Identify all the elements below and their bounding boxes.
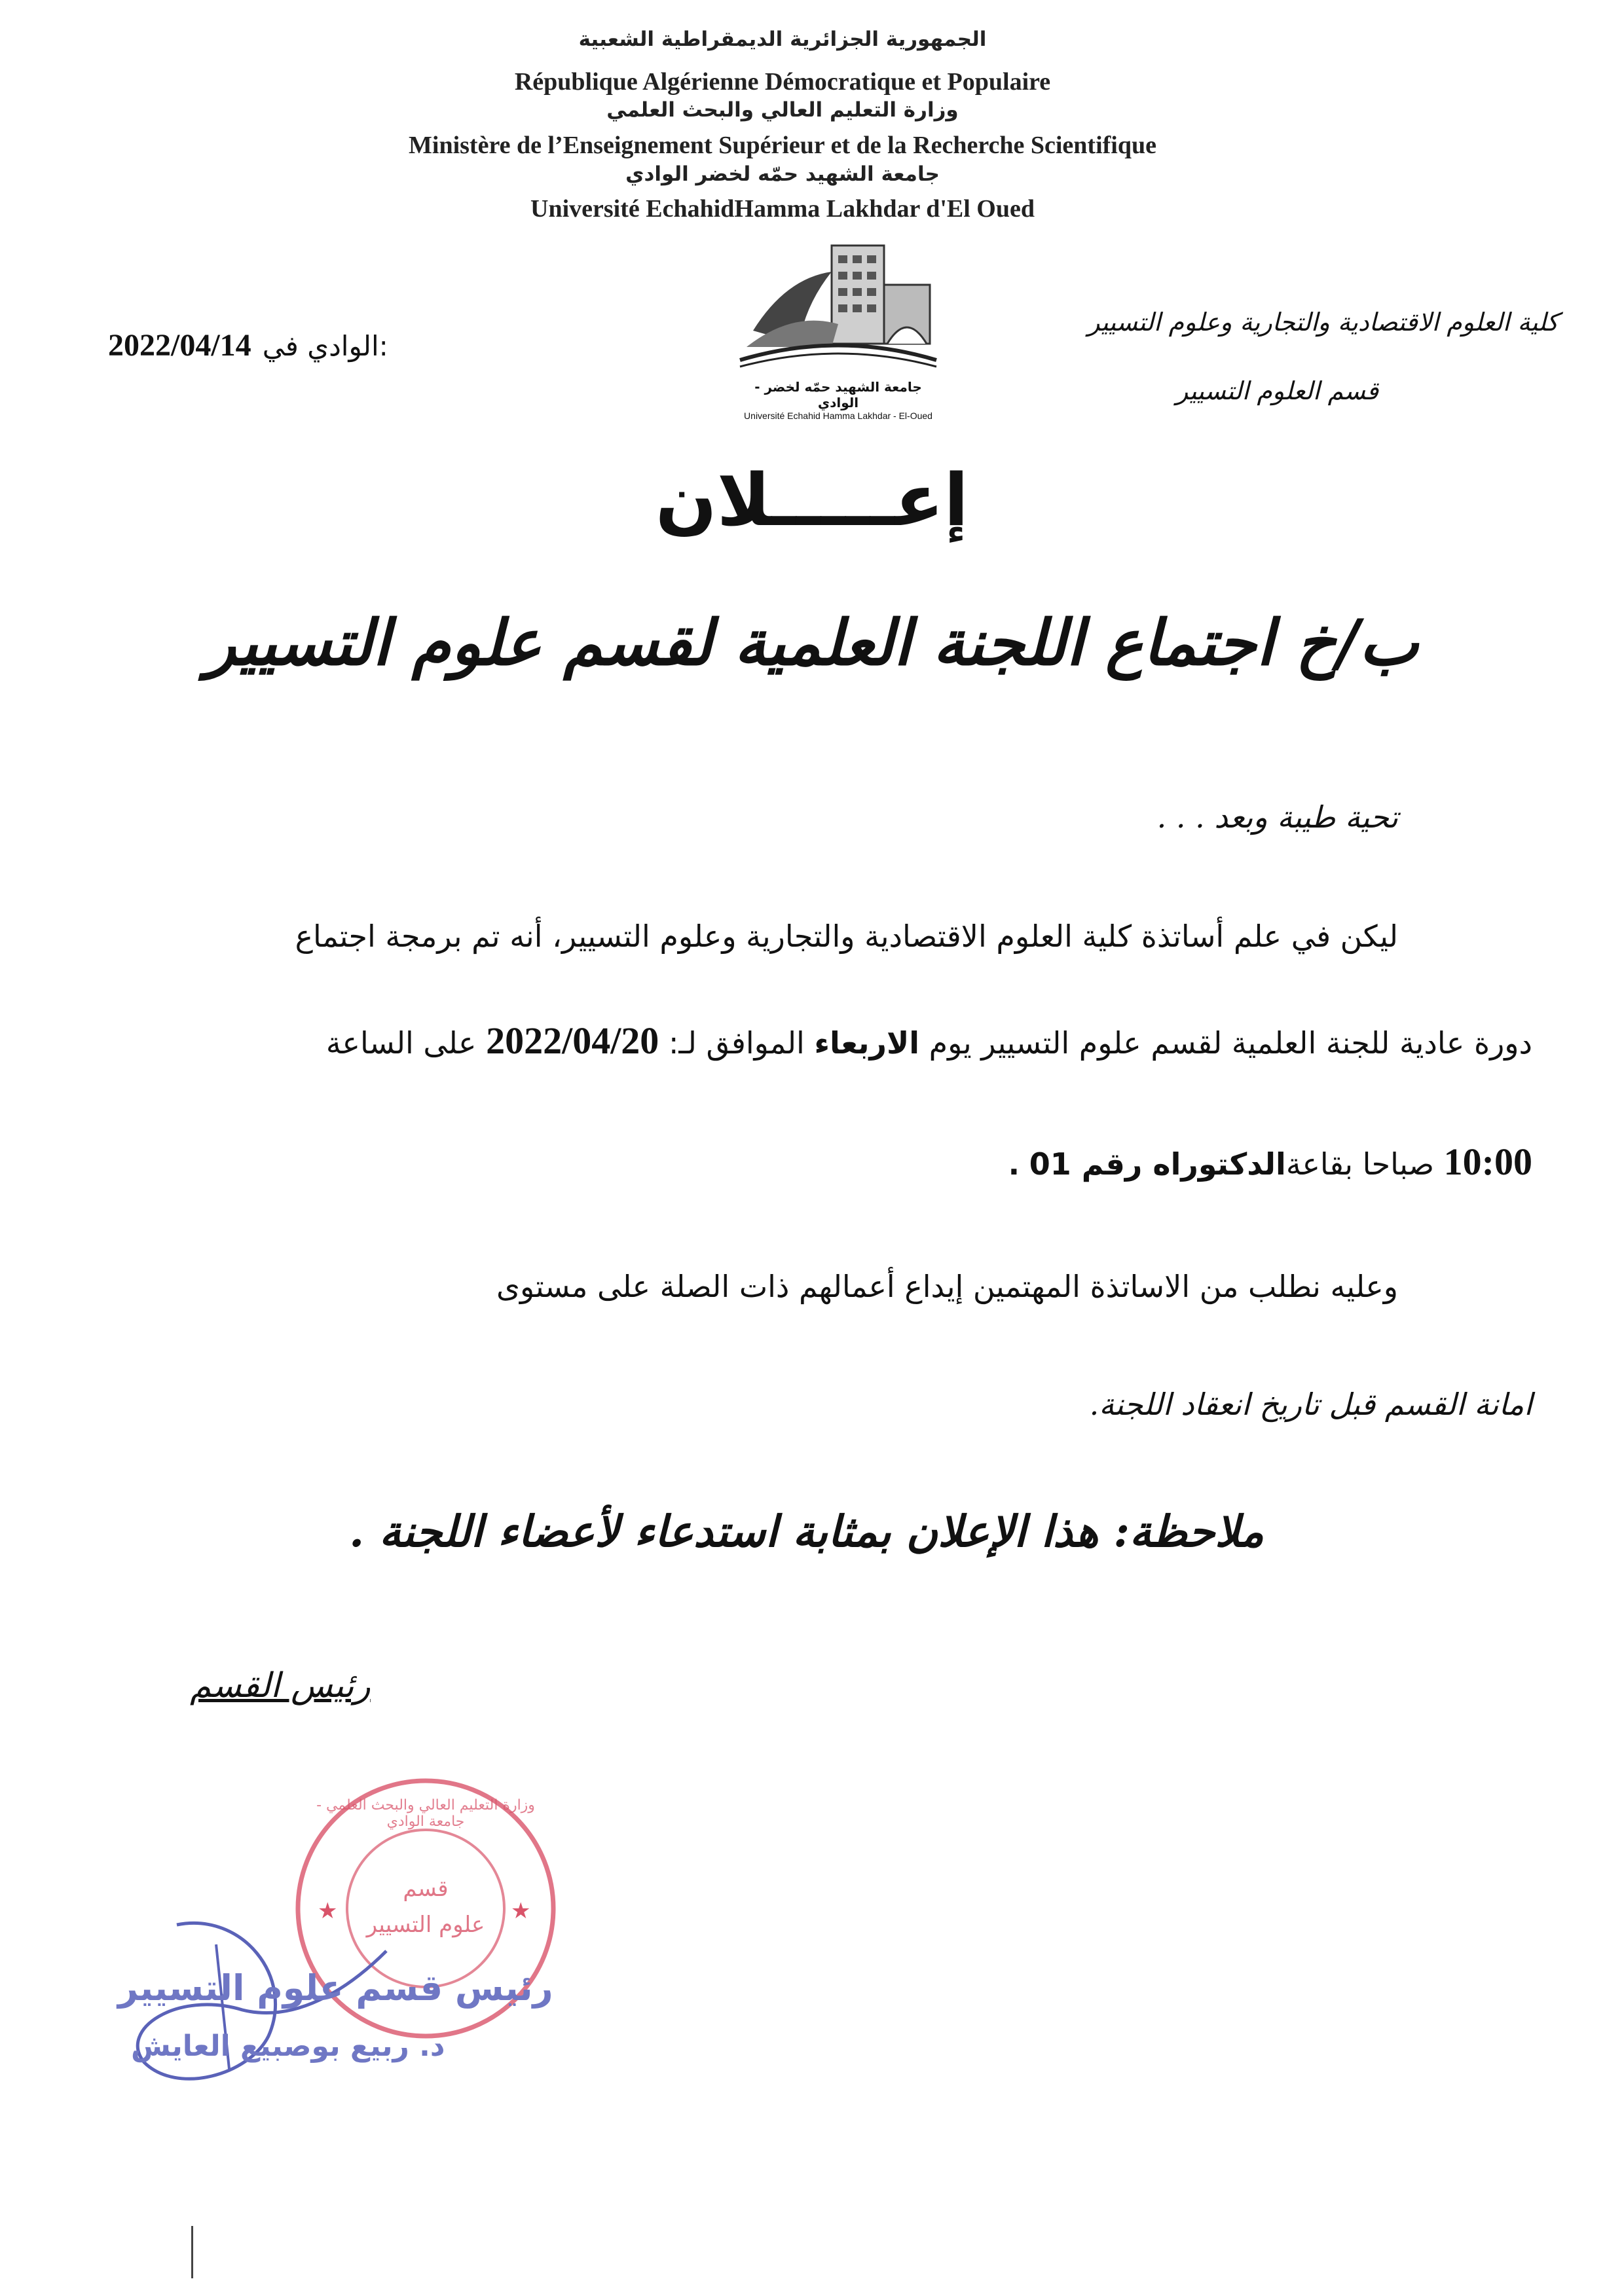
margin-mark (191, 2226, 193, 2278)
page-subtitle: ب/خ اجتماع اللجنة العلمية لقسم علوم التسيير (206, 606, 1418, 680)
date-value: 2022/04/14 (108, 328, 251, 363)
date-prefix: الوادي في: (262, 330, 388, 362)
body-line-1: ليكن في علم أساتذة كلية العلوم الاقتصادية والتجارية وعلوم التسيير، أنه تم برمجة اجتماع (295, 919, 1398, 954)
header-university-fr: Université EchahidHamma Lakhdar d'El Oued (530, 195, 1035, 223)
body-line-5: امانة القسم قبل تاريخ انعقاد اللجنة. (1089, 1387, 1532, 1422)
svg-text:★: ★ (318, 1898, 338, 1924)
header-republic-ar: الجمهورية الجزائرية الديمقراطية الشعبية (578, 27, 987, 51)
header-university-ar: جامعة الشهيد حمّه لخضر الوادي (625, 162, 940, 186)
logo-caption-ar: جامعة الشهيد حمّه لخضر - الوادي (754, 379, 922, 410)
department-name: قسم العلوم التسيير (1175, 376, 1378, 405)
university-building-icon (733, 232, 943, 376)
signer-stamp-title: رئيس قسم علوم التسيير (118, 1967, 553, 2009)
meeting-room: الدكتوراه رقم 01 (1029, 1146, 1286, 1182)
university-logo (733, 232, 943, 421)
header-republic-fr: République Algérienne Démocratique et Populaire (514, 68, 1051, 96)
body-line-3-end: . (1008, 1146, 1020, 1182)
stamp-ring-text: وزارة التعليم العالي والبحث العلمي - جامعة الوادي (316, 1797, 535, 1830)
body-line-2-a: دورة عادية للجنة العلمية لقسم علوم التسيير يوم (929, 1025, 1532, 1061)
header-ministry-fr: Ministère de l’Enseignement Supérieur et de la Recherche Scientifique (409, 132, 1156, 159)
greeting: تحية طيبة وبعد . . . (1156, 799, 1398, 835)
signature-title: رئيس القسم (190, 1666, 371, 1705)
svg-text:★: ★ (511, 1898, 531, 1924)
meeting-time: 10:00 (1443, 1140, 1532, 1183)
meeting-date: 2022/04/20 (486, 1019, 659, 1062)
page-title: إعـــــلان (655, 458, 969, 542)
body-line-3 (1008, 1142, 1532, 1184)
stamp-center-line-2: علوم التسيير (366, 1912, 485, 1938)
body-line-2-b: الموافق لـ: (668, 1025, 805, 1061)
signer-name: د. ربيع بوصبيع العايش (131, 2030, 445, 2063)
meeting-day: الاربعاء (814, 1025, 919, 1061)
stamp-center-line-1: قسم (403, 1876, 449, 1902)
faculty-name: كلية العلوم الاقتصادية والتجارية وعلوم التسيير (1088, 308, 1559, 337)
note: ملاحظة: هذا الإعلان بمثابة استدعاء لأعضاء اللجنة . (349, 1506, 1264, 1557)
body-line-2-c: على الساعة (325, 1025, 477, 1061)
date-line (108, 327, 388, 363)
header-ministry-ar: وزارة التعليم العالي والبحث العلمي (606, 98, 959, 122)
logo-caption-fr: Université Echahid Hamma Lakhdar - El-Oued (744, 410, 932, 421)
body-line-3-a: صباحا بقاعة (1285, 1146, 1435, 1182)
body-line-2 (326, 1021, 1532, 1063)
body-line-4: وعليه نطلب من الاساتذة المهتمين إيداع أعمالهم ذات الصلة على مستوى (496, 1269, 1398, 1304)
